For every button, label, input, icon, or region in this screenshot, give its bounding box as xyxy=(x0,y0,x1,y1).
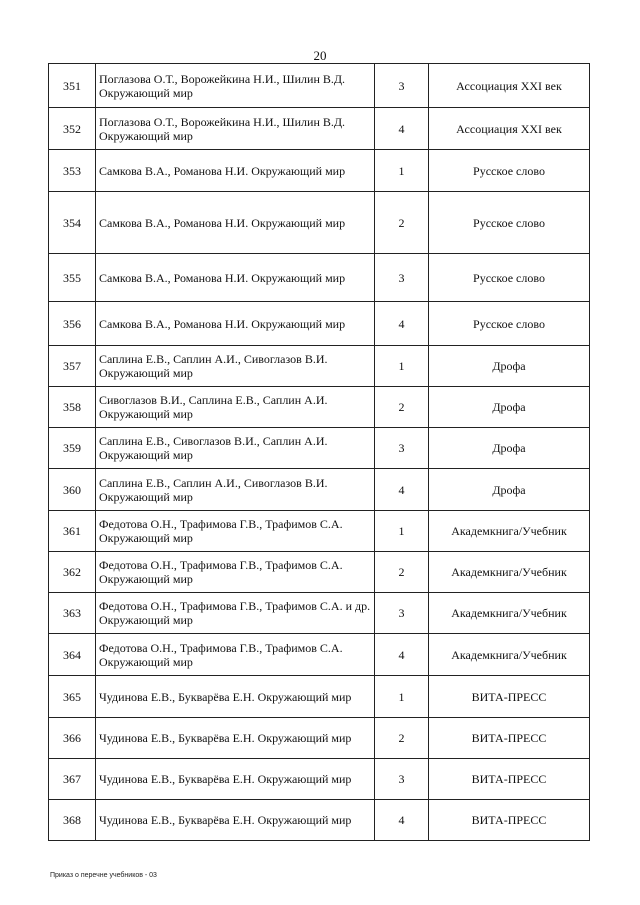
row-number: 359 xyxy=(49,428,96,469)
row-grade: 2 xyxy=(375,192,429,254)
row-publisher: Ассоциация XXI век xyxy=(429,64,590,108)
row-publisher: Академкнига/Учебник xyxy=(429,552,590,593)
row-number: 368 xyxy=(49,800,96,841)
row-publisher: ВИТА-ПРЕСС xyxy=(429,676,590,718)
row-grade: 1 xyxy=(375,511,429,552)
row-publisher: Русское слово xyxy=(429,302,590,346)
row-publisher: Дрофа xyxy=(429,428,590,469)
table-row xyxy=(49,346,590,387)
row-grade: 3 xyxy=(375,428,429,469)
table-row xyxy=(49,759,590,800)
table-row xyxy=(49,254,590,302)
row-publisher: Дрофа xyxy=(429,387,590,428)
table-row xyxy=(49,150,590,192)
page-number: 20 xyxy=(313,48,327,63)
row-title: Поглазова О.Т., Ворожейкина Н.И., Шилин В.Д. Окружающий мир xyxy=(96,108,375,150)
row-grade: 3 xyxy=(375,64,429,108)
row-number: 362 xyxy=(49,552,96,593)
row-grade: 3 xyxy=(375,759,429,800)
row-number: 357 xyxy=(49,346,96,387)
table-row xyxy=(49,634,590,676)
row-title: Чудинова Е.В., Букварёва Е.Н. Окружающий мир xyxy=(96,718,375,759)
row-grade: 4 xyxy=(375,634,429,676)
row-grade: 1 xyxy=(375,150,429,192)
row-title: Поглазова О.Т., Ворожейкина Н.И., Шилин В.Д. Окружающий мир xyxy=(96,64,375,108)
row-number: 361 xyxy=(49,511,96,552)
row-title: Саплина Е.В., Сивоглазов В.И., Саплин А.И. Окружающий мир xyxy=(96,428,375,469)
row-number: 363 xyxy=(49,593,96,634)
row-title: Федотова О.Н., Трафимова Г.В., Трафимов С.А. и др. Окружающий мир xyxy=(96,593,375,634)
textbook-table xyxy=(48,63,590,841)
row-number: 366 xyxy=(49,718,96,759)
row-publisher: Академкнига/Учебник xyxy=(429,634,590,676)
row-title: Чудинова Е.В., Букварёва Е.Н. Окружающий мир xyxy=(96,759,375,800)
row-title: Саплина Е.В., Саплин А.И., Сивоглазов В.И. Окружающий мир xyxy=(96,346,375,387)
row-number: 365 xyxy=(49,676,96,718)
row-grade: 4 xyxy=(375,469,429,511)
row-title: Самкова В.А., Романова Н.И. Окружающий мир xyxy=(96,254,375,302)
table-row xyxy=(49,428,590,469)
table-row xyxy=(49,387,590,428)
row-grade: 1 xyxy=(375,346,429,387)
row-grade: 2 xyxy=(375,387,429,428)
table-row xyxy=(49,469,590,511)
row-title: Чудинова Е.В., Букварёва Е.Н. Окружающий мир xyxy=(96,676,375,718)
footer-note: Приказ о перечне учебников - 03 xyxy=(50,872,157,879)
row-number: 355 xyxy=(49,254,96,302)
row-number: 351 xyxy=(49,64,96,108)
row-title: Самкова В.А., Романова Н.И. Окружающий мир xyxy=(96,150,375,192)
row-publisher: Академкнига/Учебник xyxy=(429,593,590,634)
row-grade: 2 xyxy=(375,552,429,593)
table-row xyxy=(49,302,590,346)
row-publisher: Дрофа xyxy=(429,346,590,387)
table-row xyxy=(49,593,590,634)
row-grade: 3 xyxy=(375,593,429,634)
row-grade: 4 xyxy=(375,108,429,150)
row-publisher: Русское слово xyxy=(429,192,590,254)
row-publisher: Русское слово xyxy=(429,150,590,192)
row-publisher: ВИТА-ПРЕСС xyxy=(429,718,590,759)
row-number: 353 xyxy=(49,150,96,192)
row-publisher: Дрофа xyxy=(429,469,590,511)
table-row xyxy=(49,676,590,718)
row-title: Федотова О.Н., Трафимова Г.В., Трафимов С.А. Окружающий мир xyxy=(96,634,375,676)
row-title: Федотова О.Н., Трафимова Г.В., Трафимов С.А. Окружающий мир xyxy=(96,511,375,552)
row-number: 354 xyxy=(49,192,96,254)
row-publisher: Русское слово xyxy=(429,254,590,302)
row-title: Чудинова Е.В., Букварёва Е.Н. Окружающий мир xyxy=(96,800,375,841)
row-title: Самкова В.А., Романова Н.И. Окружающий мир xyxy=(96,192,375,254)
table-row xyxy=(49,511,590,552)
row-publisher: Ассоциация XXI век xyxy=(429,108,590,150)
row-title: Самкова В.А., Романова Н.И. Окружающий мир xyxy=(96,302,375,346)
row-grade: 1 xyxy=(375,676,429,718)
table-row xyxy=(49,108,590,150)
row-number: 352 xyxy=(49,108,96,150)
table-row xyxy=(49,800,590,841)
row-number: 356 xyxy=(49,302,96,346)
row-title: Федотова О.Н., Трафимова Г.В., Трафимов С.А. Окружающий мир xyxy=(96,552,375,593)
row-publisher: Академкнига/Учебник xyxy=(429,511,590,552)
row-number: 358 xyxy=(49,387,96,428)
row-title: Сивоглазов В.И., Саплина Е.В., Саплин А.И. Окружающий мир xyxy=(96,387,375,428)
row-number: 364 xyxy=(49,634,96,676)
table-row xyxy=(49,718,590,759)
row-grade: 2 xyxy=(375,718,429,759)
table-row xyxy=(49,552,590,593)
row-grade: 3 xyxy=(375,254,429,302)
row-title: Саплина Е.В., Саплин А.И., Сивоглазов В.И. Окружающий мир xyxy=(96,469,375,511)
table-row xyxy=(49,64,590,108)
row-number: 360 xyxy=(49,469,96,511)
table-row xyxy=(49,192,590,254)
row-publisher: ВИТА-ПРЕСС xyxy=(429,800,590,841)
row-grade: 4 xyxy=(375,800,429,841)
row-publisher: ВИТА-ПРЕСС xyxy=(429,759,590,800)
row-number: 367 xyxy=(49,759,96,800)
row-grade: 4 xyxy=(375,302,429,346)
